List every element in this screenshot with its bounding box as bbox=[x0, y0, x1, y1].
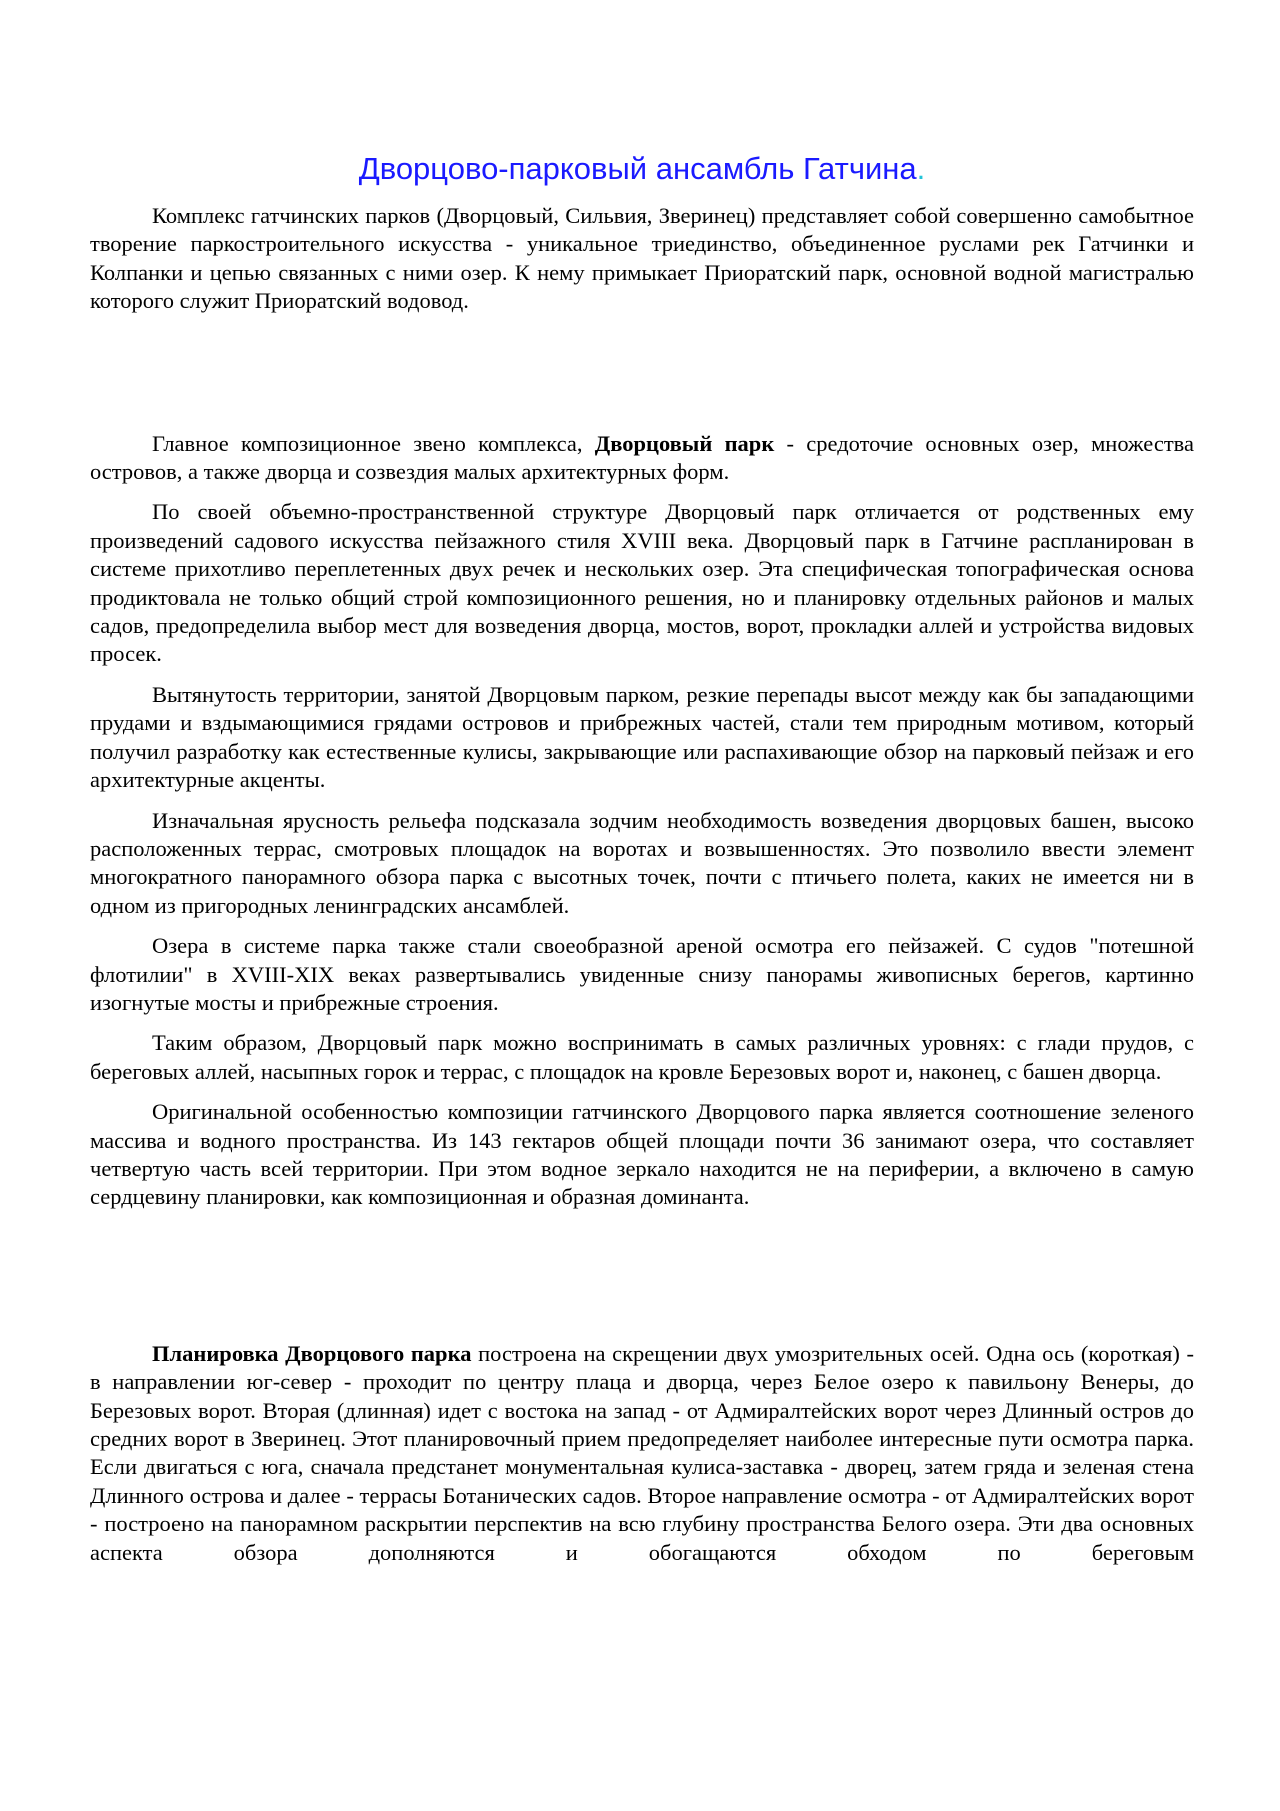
paragraph-main-link bbox=[90, 430, 1194, 487]
page-title bbox=[90, 150, 1194, 188]
title-text: Дворцово-парковый ансамбль Гатчина bbox=[358, 151, 917, 186]
paragraph-territory: Вытянутость территории, занятой Дворцовым парком, резкие перепады высот между как бы западающими прудами и вздымающимися грядами островов и прибрежных частей, стали тем природным мотивом, который получил разработку как естественные кулисы, закрывающие или распахивающие обзор на парковый пейзаж и его архитектурные акценты. bbox=[90, 681, 1194, 793]
document-page bbox=[90, 150, 1194, 1567]
paragraph-lakes: Озера в системе парка также стали своеобразной ареной осмотра его пейзажей. С судов "потешной флотилии" в XVIII-XIX веках развертывались увиденные снизу панорамы живописных берегов, картинно изогнутые мосты и прибрежные строения. bbox=[90, 933, 1194, 1015]
paragraph-structure: По своей объемно-пространственной структуре Дворцовый парк отличается от родственных ему произведений садового искусства пейзажного стиля XVIII века. Дворцовый парк в Гатчине распланирован в системе прихотливо переплетенных двух речек и нескольких озер. Эта специфическая топографическая основа продиктовала не только общий строй композиционного решения, но и планировку отдельных районов и малых садов, предопределила выбор мест для возведения дворца, мостов, ворот, прокладки аллей и устройства видовых просек. bbox=[90, 499, 1194, 667]
spacer bbox=[90, 1224, 1194, 1340]
paragraph-levels: Таким образом, Дворцовый парк можно воспринимать в самых различных уровнях: с глади прудов, с береговых аллей, насыпных горок и террас, с площадок на кровле Березовых ворот и, наконец, с башен дворца. bbox=[90, 1030, 1194, 1084]
spacer bbox=[90, 328, 1194, 430]
paragraph-layout bbox=[90, 1340, 1194, 1567]
bold-term: Планировка Дворцового парка bbox=[152, 1340, 472, 1366]
paragraph-text: построена на скрещении двух умозрительных осей. Одна ось (короткая) - в направлении юг-север - проходит по центру плаца и дворца, через Белое озеро к павильону Венеры, до Березовых ворот. Вторая (длинная) идет с востока на запад - от Адмиралтейских ворот через Длинный остров до средних ворот в Зверинец. Этот планировочный прием предопределяет наиболее интересные пути осмотра парка. Если двигаться с юга, сначала предстанет монументальная кулиса-заставка - дворец, затем гряда и зеленая стена Длинного острова и далее - террасы Ботанических садов. Второе направление осмотра - от Адмиралтейских ворот - построено на панорамном раскрытии перспектив на всю глубину пространства Белого озера. Эти два основных аспекта обзора дополняются и обогащаются обходом по береговым bbox=[90, 1340, 1194, 1565]
paragraph-water-ratio: Оригинальной особенностью композиции гатчинского Дворцового парка является соотношение зеленого массива и водного пространства. Из 143 гектаров общей площади почти 36 занимают озера, что составляет четвертую часть всей территории. При этом водное зеркало находится не на периферии, а включено в самую сердцевину планировки, как композиционная и образная доминанта. bbox=[90, 1099, 1194, 1210]
paragraph-text: - средоточие основных озер, множества островов, а также дворца и созвездия малых архитектурных форм. bbox=[90, 430, 1194, 485]
title-dot: . bbox=[916, 151, 926, 186]
paragraph-intro: Комплекс гатчинских парков (Дворцовый, Сильвия, Зверинец) представляет собой совершенно самобытное творение паркостроительного искусства - уникальное триединство, объединенное руслами рек Гатчинки и Колпанки и цепью связанных с ними озер. К нему примыкает Приоратский парк, основной водной магистралью которого служит Приоратский водовод. bbox=[90, 203, 1194, 314]
bold-term: Дворцовый парк bbox=[594, 430, 775, 456]
paragraph-relief: Изначальная ярусность рельефа подсказала зодчим необходимость возведения дворцовых башен, высоко расположенных террас, смотровых площадок на воротах и возвышенностях. Это позволило ввести элемент многократного панорамного обзора парка с высотных точек, почти с птичьего полета, каких не имеется ни в одном из пригородных ленинградских ансамблей. bbox=[90, 807, 1194, 918]
paragraph-text: Главное композиционное звено комплекса, bbox=[152, 430, 595, 456]
